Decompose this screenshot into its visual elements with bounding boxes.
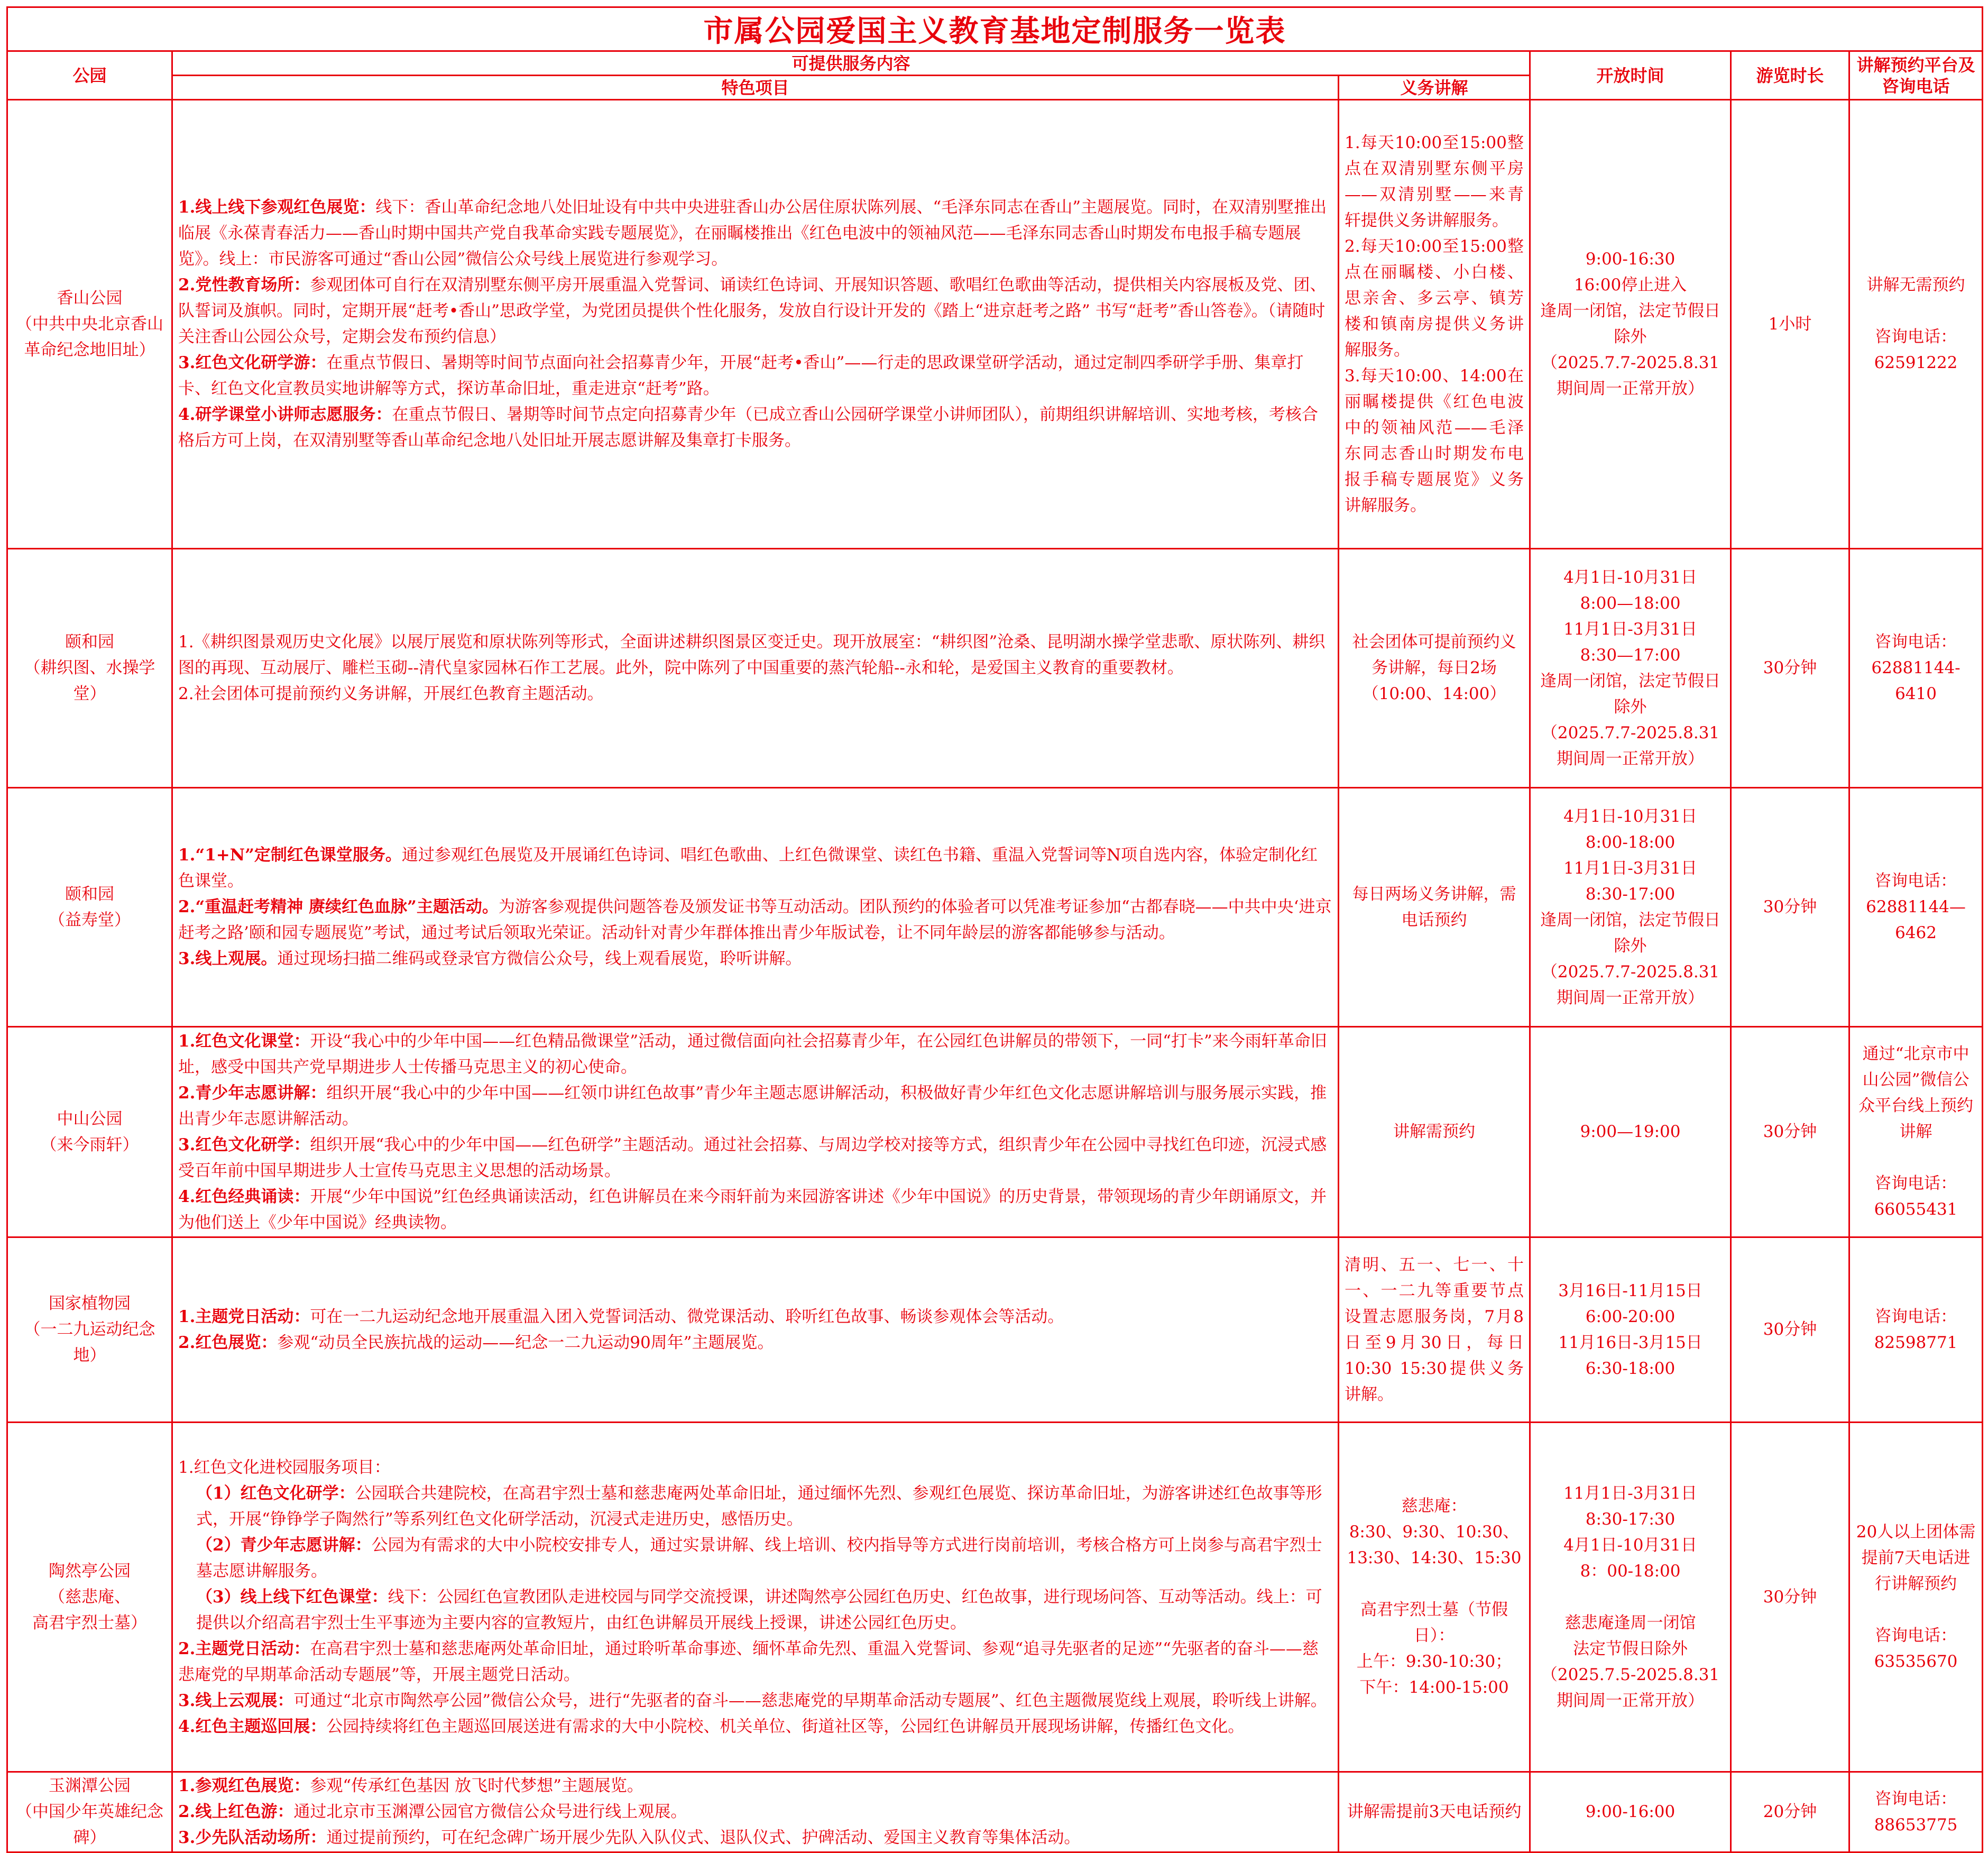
featured-projects — [172, 1027, 1339, 1237]
featured-item — [178, 1799, 1332, 1825]
featured-item-title: 3.线上观展。 — [178, 949, 278, 968]
opening-hours — [1530, 100, 1731, 549]
featured-item-text: 开展“少年中国说”红色经典诵读活动，红色讲解员在来今雨轩前为来园游客讲述《少年中国说》的历史背景，带领现场的青少年朗诵原文，并为他们送上《少年中国说》经典读物。 — [178, 1187, 1327, 1232]
guide-service — [1339, 1772, 1530, 1852]
booking-contact-line: 讲解无需预约 — [1866, 276, 1965, 295]
guide-service-line: 2.每天10:00至15:00整点在丽瞩楼、小白楼、思亲舍、多云亭、镇芳楼和镇南房提供义务讲解服务。 — [1345, 236, 1524, 360]
featured-projects — [172, 1237, 1339, 1423]
featured-item — [178, 842, 1332, 894]
opening-hours-line: 法定节假日除外 — [1573, 1639, 1688, 1658]
guide-service — [1339, 100, 1530, 549]
table-row — [7, 788, 1983, 1027]
opening-hours-line: 11月1日-3月31日 — [1563, 858, 1697, 878]
header-row-1 — [7, 51, 1983, 76]
blank-line — [1855, 298, 1976, 324]
blank-line — [1536, 1584, 1725, 1610]
opening-hours — [1530, 1237, 1731, 1423]
featured-item-text: 通过提前预约，可在纪念碑广场开展少先队入队仪式、退队仪式、护碑活动、爱国主义教育等集体活动。 — [326, 1828, 1081, 1847]
guide-service-line: 慈悲庵： — [1401, 1497, 1467, 1516]
featured-item-text: 可通过“北京市陶然亭公园”微信公众号，进行“先驱者的奋斗——慈悲庵党的早期革命活动专题展”、红色主题微展览线上观展，聆听线上讲解。 — [293, 1691, 1327, 1710]
featured-item-title: 4.研学课堂小讲师志愿服务： — [178, 405, 392, 424]
booking-contact — [1849, 549, 1983, 788]
opening-hours-line: （2025.7.5-2025.8.31期间周一正常开放） — [1541, 1665, 1720, 1710]
guide-service — [1339, 1423, 1530, 1772]
featured-item-title: 3.红色文化研学： — [178, 1135, 310, 1154]
guide-service-line: 高君宇烈士墓（节假日）： — [1360, 1600, 1508, 1645]
featured-item-title: （2）青少年志愿讲解： — [196, 1535, 372, 1555]
featured-item — [178, 195, 1332, 272]
blank-line — [1855, 1145, 1976, 1171]
featured-projects — [172, 788, 1339, 1027]
booking-contact-line: 咨询电话： — [1875, 872, 1957, 891]
guide-service-line: 清明、五一、七一、十一、一二九等重要节点设置志愿服务岗，7月8日至9月30日，每日10:30 15:30提供义务讲解。 — [1345, 1255, 1524, 1404]
booking-contact-line: 62881144-6410 — [1871, 658, 1961, 703]
guide-service-line: 讲解需预约 — [1393, 1122, 1475, 1141]
featured-item — [178, 1714, 1332, 1740]
guide-service — [1339, 1237, 1530, 1423]
opening-hours-line: 逢周一闭馆，法定节假日除外 — [1540, 301, 1720, 346]
opening-hours-line: 9:00—19:00 — [1580, 1122, 1681, 1141]
featured-item — [178, 1636, 1332, 1688]
table-row — [7, 1772, 1983, 1852]
featured-item-text: 2.社会团体可提前预约义务讲解，开展红色教育主题活动。 — [178, 684, 604, 703]
guide-service-line: 3.每天10:00、14:00在丽瞩楼提供《红色电波中的领袖风范——毛泽东同志香山时期发布电报手稿专题展览》义务讲解服务。 — [1345, 366, 1524, 515]
booking-contact-line: 20人以上团体需提前7天电话进行讲解预约 — [1856, 1522, 1976, 1593]
service-sheet — [6, 6, 1982, 1847]
booking-contact-line: 82598771 — [1874, 1333, 1958, 1352]
visit-duration: 1小时 — [1731, 100, 1849, 549]
park-name-line: （来今雨轩） — [40, 1135, 139, 1154]
visit-duration: 30分钟 — [1731, 1423, 1849, 1772]
featured-item — [178, 894, 1332, 946]
featured-item — [178, 681, 1332, 707]
featured-item-text: 在高君宇烈士墓和慈悲庵两处革命旧址，通过聆听革命事迹、缅怀革命先烈、重温入党誓词、参观“追寻先驱者的足迹”“先驱者的奋斗——慈悲庵党的早期革命活动专题展”等，开展主题党日活动。 — [178, 1639, 1319, 1684]
opening-hours-line: 8:00—18:00 — [1580, 593, 1681, 613]
featured-item-text: 通过北京市玉渊潭公园官方微信公众号进行线上观展。 — [293, 1802, 687, 1821]
table-row — [7, 1237, 1983, 1423]
blank-line — [1345, 1571, 1524, 1597]
park-name — [7, 1027, 172, 1237]
opening-hours — [1530, 1027, 1731, 1237]
featured-item-title: 2.青少年志愿讲解： — [178, 1083, 327, 1103]
booking-contact — [1849, 1237, 1983, 1423]
opening-hours-line: 9:00-16:30 — [1585, 250, 1676, 269]
park-name-line: （慈悲庵、 — [49, 1587, 131, 1607]
park-name — [7, 1772, 172, 1852]
table-row — [7, 549, 1983, 788]
booking-contact-line: 咨询电话： — [1875, 1789, 1957, 1809]
opening-hours — [1530, 1772, 1731, 1852]
featured-item — [178, 272, 1332, 350]
featured-item — [178, 402, 1332, 454]
opening-hours-line: 3月16日-11月15日 — [1558, 1281, 1702, 1300]
park-name-line: 高君宇烈士墓） — [32, 1613, 147, 1632]
opening-hours-line: 6:30-18:00 — [1585, 1359, 1676, 1378]
guide-service — [1339, 788, 1530, 1027]
guide-service — [1339, 1027, 1530, 1237]
opening-hours-line: 11月16日-3月15日 — [1558, 1333, 1702, 1352]
table-body — [7, 100, 1983, 1852]
featured-item-title: 1.主题党日活动： — [178, 1307, 310, 1326]
featured-item-text: 组织开展“我心中的少年中国——红色研学”主题活动。通过社会招募、与周边学校对接等方式，组织青少年在公园中寻找红色印迹，沉浸式感受百年前中国早期进步人士宣传马克思主义思想的活动场景。 — [178, 1135, 1327, 1180]
featured-item-title: 3.红色文化研学游： — [178, 353, 327, 372]
park-name — [7, 100, 172, 549]
guide-service-line: 讲解需提前3天电话预约 — [1347, 1802, 1522, 1821]
guide-service-line: 每日两场义务讲解，需电话预约 — [1352, 884, 1516, 930]
guide-service-line: 社会团体可提前预约义务讲解，每日2场（10:00、14:00） — [1352, 632, 1516, 703]
featured-item — [178, 1455, 1332, 1481]
featured-item — [178, 1773, 1332, 1799]
booking-contact — [1849, 100, 1983, 549]
visit-duration: 30分钟 — [1731, 549, 1849, 788]
featured-item-title: 2.“重温赶考精神 赓续红色血脉”主题活动。 — [178, 897, 499, 916]
featured-item-title: 1.线上线下参观红色展览： — [178, 198, 376, 217]
park-name — [7, 788, 172, 1027]
featured-item-text: 线下：香山革命纪念地八处旧址设有中共中央进驻香山办公居住原状陈列展、“毛泽东同志在香山”主题展览。同时，在双清别墅推出临展《永葆青春活力——香山时期中国共产党自我革命实践专题展览》，在丽瞩楼推出《红色电波中的领袖风范——毛泽东同志香山时期发布电报手稿专题展览》。线上：市民游客可通过“香山公园”微信公众号线上展览进行参观学习。 — [178, 198, 1327, 269]
featured-item-text: 通过参观红色展览及开展诵红色诗词、唱红色歌曲、上红色微课堂、读红色书籍、重温入党誓词等N项自选内容，体验定制化红色课堂。 — [178, 846, 1318, 891]
visit-duration: 30分钟 — [1731, 1237, 1849, 1423]
visit-duration: 30分钟 — [1731, 1027, 1849, 1237]
booking-contact-line: 62881144—6462 — [1866, 897, 1966, 942]
header-services: 可提供服务内容 — [172, 51, 1530, 76]
opening-hours-line: 4月1日-10月31日 — [1563, 567, 1697, 587]
featured-item-title: 2.党性教育场所： — [178, 276, 310, 295]
featured-item-text: 可在一二九运动纪念地开展重温入团入党誓词活动、微党课活动、聆听红色故事、畅谈参观体会等活动。 — [310, 1307, 1064, 1326]
table-row — [7, 1027, 1983, 1237]
opening-hours-line: （2025.7.7-2025.8.31期间周一正常开放） — [1541, 962, 1720, 1007]
featured-item-text: 1.《耕织图景观历史文化展》以展厅展览和原状陈列等形式，全面讲述耕织图景区变迁史。现开放展室：“耕织图”沧桑、昆明湖水操学堂悲歌、原状陈列、耕织图的再现、互动展厅、雕栏玉砌--清代皇家园林石作工艺展。此外，院中陈列了中国重要的蒸汽轮船--永和轮，是爱国主义教育的重要教材。 — [178, 632, 1326, 677]
featured-item-text: 参观“传承红色基因 放飞时代梦想”主题展览。 — [310, 1776, 643, 1795]
booking-contact-line: 63535670 — [1874, 1652, 1958, 1671]
featured-item-title: 3.少先队活动场所： — [178, 1828, 327, 1847]
opening-hours-line: 9:00-16:00 — [1585, 1802, 1676, 1821]
header-park: 公园 — [7, 51, 172, 100]
blank-line — [1855, 1597, 1976, 1623]
featured-item-title: 1.“1+N”定制红色课堂服务。 — [178, 846, 402, 865]
opening-hours — [1530, 1423, 1731, 1772]
service-table — [6, 6, 1983, 1853]
featured-item-text: 在重点节假日、暑期等时间节点定向招募青少年（已成立香山公园研学课堂小讲师团队），前期组织讲解培训、实地考核，考核合格后方可上岗，在双清别墅等香山革命纪念地八处旧址开展志愿讲解及集章打卡服务。 — [178, 405, 1318, 450]
featured-item-title: 1.红色文化课堂： — [178, 1031, 310, 1051]
booking-contact-line: 咨询电话： — [1875, 1626, 1957, 1645]
featured-item-text: 组织开展“我心中的少年中国——红领巾讲红色故事”青少年主题志愿讲解活动，积极做好青少年红色文化志愿讲解培训与服务展示实践，推出青少年志愿讲解活动。 — [178, 1083, 1327, 1129]
park-name-line: 玉渊潭公园 — [49, 1776, 131, 1795]
park-name-line: 颐和园 — [65, 632, 114, 652]
header-featured: 特色项目 — [172, 76, 1339, 100]
featured-item-title: 2.线上红色游： — [178, 1802, 294, 1821]
park-name-line: （中国少年英雄纪念碑） — [16, 1802, 163, 1847]
featured-item — [178, 1132, 1332, 1184]
park-name-line: （中共中央北京香山 — [16, 314, 163, 334]
featured-item — [178, 1304, 1332, 1330]
featured-item — [178, 946, 1332, 972]
opening-hours-line: （2025.7.7-2025.8.31期间周一正常开放） — [1541, 723, 1720, 768]
booking-contact-line: 咨询电话： — [1875, 327, 1957, 346]
park-name-line: 颐和园 — [65, 884, 114, 904]
featured-item-text: 开设“我心中的少年中国——红色精品微课堂”活动，通过微信面向社会招募青少年，在公园红色讲解员的带领下，一同“打卡”来今雨轩革命旧址，感受中国共产党早期进步人士传播马克思主义的初心使命。 — [178, 1031, 1327, 1077]
opening-hours — [1530, 788, 1731, 1027]
featured-item-title: 1.参观红色展览： — [178, 1776, 310, 1795]
guide-service-line: 8:30、9:30、10:30、13:30、14:30、15:30 — [1347, 1522, 1522, 1567]
featured-item-text: 通过现场扫描二维码或登录官方微信公众号，线上观看展览，聆听讲解。 — [277, 949, 802, 968]
opening-hours-line: 4月1日-10月31日 — [1563, 1535, 1697, 1555]
park-name-line: （益寿堂） — [49, 910, 131, 930]
park-name — [7, 1423, 172, 1772]
opening-hours-line: 8:00-18:00 — [1585, 832, 1676, 852]
header-booking: 讲解预约平台及咨询电话 — [1849, 51, 1983, 100]
opening-hours-line: 逢周一闭馆，法定节假日除外 — [1540, 910, 1720, 956]
guide-service — [1339, 549, 1530, 788]
featured-item — [178, 629, 1332, 681]
booking-contact-line: 咨询电话： — [1875, 1307, 1957, 1326]
featured-item — [178, 1533, 1332, 1584]
featured-item-text: 公园持续将红色主题巡回展送进有需求的大中小院校、机关单位、街道社区等，公园红色讲解员开展现场讲解，传播红色文化。 — [326, 1717, 1245, 1736]
park-name-line: 中山公园 — [57, 1109, 123, 1129]
featured-projects — [172, 549, 1339, 788]
featured-item — [178, 1688, 1332, 1714]
featured-item-title: （3）线上线下红色课堂： — [196, 1587, 388, 1607]
guide-service-line: 下午：14:00-15:00 — [1359, 1678, 1509, 1697]
booking-contact — [1849, 1772, 1983, 1852]
featured-item — [178, 1080, 1332, 1132]
opening-hours-line: 逢周一闭馆，法定节假日除外 — [1540, 671, 1720, 717]
featured-item — [178, 350, 1332, 402]
opening-hours-line: 16:00停止进入 — [1573, 276, 1687, 295]
featured-item-title: 4.红色主题巡回展： — [178, 1717, 327, 1736]
featured-item-title: 4.红色经典诵读： — [178, 1187, 310, 1206]
featured-item — [178, 1184, 1332, 1236]
opening-hours-line: 11月1日-3月31日 — [1563, 619, 1697, 639]
opening-hours-line: （2025.7.7-2025.8.31期间周一正常开放） — [1541, 353, 1720, 398]
opening-hours-line: 6:00-20:00 — [1585, 1307, 1676, 1326]
opening-hours-line: 8:30-17:00 — [1585, 884, 1676, 904]
featured-item-text: 公园联合共建院校，在高君宇烈士墓和慈悲庵两处革命旧址，通过缅怀先烈、参观红色展览、探访革命旧址，为游客讲述红色故事等形式，开展“铮铮学子陶然行”等系列红色文化研学活动，沉浸式走进历史，感悟历史。 — [196, 1483, 1322, 1529]
booking-contact-line: 咨询电话： — [1875, 632, 1957, 652]
booking-contact — [1849, 788, 1983, 1027]
header-duration: 游览时长 — [1731, 51, 1849, 100]
featured-item — [178, 1029, 1332, 1080]
featured-item-title: （1）红色文化研学： — [196, 1483, 355, 1503]
featured-item-text: 1.红色文化进校园服务项目： — [178, 1457, 391, 1477]
featured-item-text: 在重点节假日、暑期等时间节点面向社会招募青少年，开展“赶考•香山”——行走的思政课堂研学活动，通过定制四季研学手册、集章打卡、红色文化宣教员实地讲解等方式，探访革命旧址，重走进京“赶考”路。 — [178, 353, 1304, 398]
booking-contact-line: 62591222 — [1874, 353, 1958, 372]
featured-projects — [172, 100, 1339, 549]
opening-hours-line: 11月1日-3月31日 — [1563, 1483, 1697, 1503]
table-row — [7, 100, 1983, 549]
booking-contact-line: 咨询电话： — [1875, 1174, 1957, 1193]
header-guide: 义务讲解 — [1339, 76, 1530, 100]
park-name-line: 革命纪念地旧址） — [24, 340, 155, 360]
guide-service-line: 1.每天10:00至15:00整点在双清别墅东侧平房——双清别墅——来青轩提供义务讲解服务。 — [1345, 133, 1524, 230]
opening-hours-line: 8：00-18:00 — [1580, 1561, 1681, 1581]
featured-item-text: 为游客参观提供问题答卷及颁发证书等互动活动。团队预约的体验者可以凭准考证参加“古都春晓——中共中央‘进京赶考之路’颐和园专题展览”考试，通过考试后领取光荣证。活动针对青少年群体推出青少年版试卷，让不同年龄层的游客都能够参与活动。 — [178, 897, 1332, 942]
featured-item-text: 线下：公园红色宣教团队走进校园与同学交流授课，讲述陶然亭公园红色历史、红色故事，进行现场问答、互动等活动。线上：可提供以介绍高君宇烈士生平事迹为主要内容的宣教短片，由红色讲解员开展线上授课，讲述公园红色历史。 — [196, 1587, 1322, 1632]
opening-hours-line: 慈悲庵逢周一闭馆 — [1564, 1613, 1696, 1632]
park-name — [7, 549, 172, 788]
opening-hours — [1530, 549, 1731, 788]
featured-item-title: 2.红色展览： — [178, 1333, 278, 1352]
featured-item-text: 参观团体可自行在双清别墅东侧平房开展重温入党誓词、诵读红色诗词、开展知识答题、歌唱红色歌曲等活动，提供相关内容展板及党、团、队誓词及旗帜。同时，定期开展“赶考•香山”思政学堂，为党团员提供个性化服务，发放自行设计开发的《踏上“进京赶考之路” 书写“赶考”香山答卷》。（请随时关注香山公园公众号，定期会发布预约信息） — [178, 276, 1327, 346]
guide-service-line: 上午：9:30-10:30； — [1356, 1652, 1512, 1671]
booking-contact-line: 通过“北京市中山公园”微信公众平台线上预约讲解 — [1858, 1044, 1974, 1141]
opening-hours-line: 8:30-17:30 — [1585, 1509, 1676, 1529]
featured-item-text: 参观“动员全民族抗战的运动——纪念一二九运动90周年”主题展览。 — [277, 1333, 774, 1352]
featured-item — [178, 1330, 1332, 1356]
featured-item-title: 2.主题党日活动： — [178, 1639, 310, 1658]
booking-contact-line: 88653775 — [1874, 1815, 1958, 1834]
title-row — [7, 7, 1983, 51]
featured-item-text: 公园为有需求的大中小院校安排专人，通过实景讲解、线上培训、校内指导等方式进行岗前培训，考核合格方可上岗参与高君宇烈士墓志愿讲解服务。 — [196, 1535, 1322, 1581]
featured-item-title: 3.线上云观展： — [178, 1691, 294, 1710]
featured-projects — [172, 1772, 1339, 1852]
park-name-line: 香山公园 — [57, 288, 123, 308]
booking-contact — [1849, 1027, 1983, 1237]
table-row — [7, 1423, 1983, 1772]
park-name-line: （一二九运动纪念地） — [24, 1320, 155, 1365]
featured-projects — [172, 1423, 1339, 1772]
featured-item — [178, 1481, 1332, 1533]
visit-duration: 30分钟 — [1731, 788, 1849, 1027]
park-name-line: 国家植物园 — [49, 1294, 131, 1313]
featured-item — [178, 1825, 1332, 1851]
page-title: 市属公园爱国主义教育基地定制服务一览表 — [7, 7, 1983, 51]
park-name-line: （耕织图、水操学堂） — [24, 658, 155, 703]
visit-duration: 20分钟 — [1731, 1772, 1849, 1852]
opening-hours-line: 4月1日-10月31日 — [1563, 806, 1697, 826]
opening-hours-line: 8:30—17:00 — [1580, 645, 1681, 665]
header-hours: 开放时间 — [1530, 51, 1731, 100]
booking-contact-line: 66055431 — [1874, 1200, 1958, 1219]
featured-item — [178, 1584, 1332, 1636]
park-name — [7, 1237, 172, 1423]
park-name-line: 陶然亭公园 — [49, 1561, 131, 1581]
booking-contact — [1849, 1423, 1983, 1772]
